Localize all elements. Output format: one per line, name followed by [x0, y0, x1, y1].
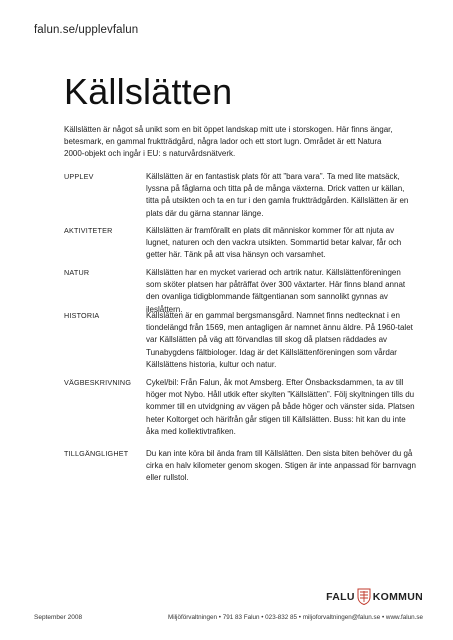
intro-paragraph: Källslätten är något så unikt som en bit öppet landskap mitt ute i storskogen. Här finns ängar, betesmark, en gammal fruktträdgård, några lador och ett stort lugn. Området är ett Natura 2000-objekt och ingår i EU: s naturvårdsnätverk. [64, 125, 393, 159]
section-text: Källslätten är en gammal bergsmansgård. Namnet finns nedtecknat i en tiondelängd från 1569, men antagligen är namnet ännu äldre. På 1960-talet var Källslätten på väg att förvandlas till skog då platsen räddades av Tunabygdens fältbiologer. Idag är det Källslättenföreningen som vårdar Källslättens historia, kultur och natur. [146, 311, 413, 369]
section-label: UPPLEV [64, 172, 94, 181]
falu-kommun-logo [326, 588, 423, 605]
page-header-url: falun.se/upplevfalun [34, 24, 139, 36]
section-label: VÄGBESKRIVNING [64, 378, 132, 387]
section-text: Cykel/bil: Från Falun, åk mot Amsberg. Efter Önsbacksdammen, ta av till höger mot Nybo. Håll utkik efter skylten ”Källslätten”. Följ skyltningen tills du kommer till en utvidgning av vägen på både höger och vänster sida. Platsen heter Koltorget och härifrån går stigen till Källslätten. Buss: hit kan du inte åka med kollektivtrafiken. [146, 378, 415, 436]
falun-coat-of-arms-icon [357, 588, 371, 605]
section-text: Du kan inte köra bil ända fram till Källslätten. Den sista biten behöver du gå cirka en halv kilometer genom skogen. Stigen är inte anpassad för barnvagn eller rullstol. [146, 449, 416, 483]
section-label: TILLGÄNGLIGHET [64, 449, 129, 458]
section-text: Källslätten har en mycket varierad och artrik natur. Källslättenföreningen som sköter platsen har påträffat över 300 växtarter. Här finns bland annat den ovanliga tidigblommande fältgentianan som sannolikt gynnas av ileslåttern. [146, 268, 406, 314]
logo-word-right: KOMMUN [372, 590, 423, 603]
section-label: AKTIVITETER [64, 226, 113, 235]
section-label: NATUR [64, 268, 90, 277]
section-text: Källslätten är framförallt en plats dit människor kommer för att njuta av lugnet, naturen och den vackra utsikten. Sommartid betar kalvar, får och getter här. Tänk på att visa hänsyn och varsamhet. [146, 226, 402, 260]
section-text: Källslätten är en fantastisk plats för att ”bara vara”. Ta med lite matsäck, lyssna på fåglarna och titta på de många växterna. Drick vatten ur källan, titta på utsikten och ta en tur i den gamla fruktträdgården. Källslätten är en plats där du gärna stannar länge. [146, 172, 409, 218]
page-title: Källslätten [64, 71, 233, 112]
section-label: HISTORIA [64, 311, 100, 320]
footer-contact: Miljöförvaltningen • 791 83 Falun • 023-832 85 • miljoforvaltningen@falun.se • www.falun.se [168, 614, 423, 621]
logo-word-left: FALU [326, 590, 355, 603]
footer-date: September 2008 [34, 614, 83, 621]
